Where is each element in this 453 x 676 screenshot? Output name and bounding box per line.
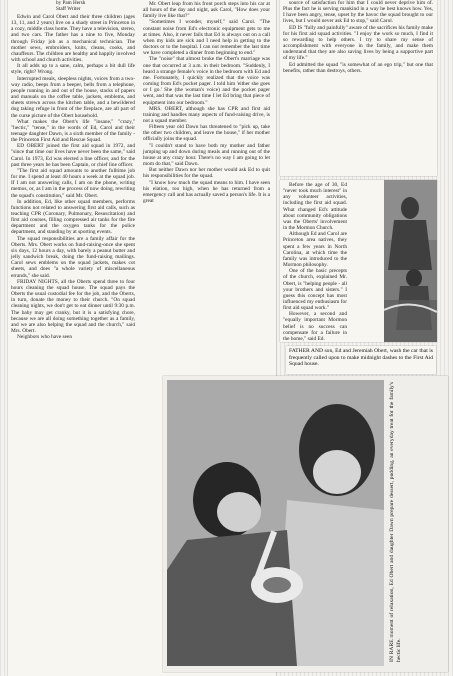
photo-father-son-washing-car — [384, 180, 437, 342]
photo-image — [384, 180, 437, 342]
photo-clipping-dessert — [163, 376, 448, 672]
column-1 — [11, 14, 135, 340]
photo-clipping-car-wash — [280, 180, 437, 342]
photo-image — [167, 380, 384, 666]
column-2-paragraph: MRS. OBERT, although she has CPR and first aid training and handles many aspects of fund-raising drive, is not a squad member. — [143, 105, 270, 124]
byline-role: Staff Writer — [56, 6, 81, 12]
byline — [56, 0, 85, 12]
column-2-paragraph: "Sometimes I wonder, myself," said Carol. "The constant noise from Ed's electronic equipment gets to me at times. Also, it never fails that Ed is always out on a call when my kids are sick and I need help in getting to the doctors or to the hospital. I can not remember the last time we have completed a dinner from beginning to end." — [143, 19, 270, 57]
column-2-paragraph: "I know how much the squad means to him. I have seen his elation, too high, when he has returned from a emergency call and has actually saved a person's life. It is a great — [143, 179, 270, 204]
column-3-paragraph: Although Ed and Carol are Princeton area natives, they spent a few years in North Carolina, at which time the family was introduced to the Mormon philosophy. — [283, 231, 347, 269]
photo-caption-dessert — [389, 382, 402, 662]
caption-clipping-car-wash — [286, 346, 436, 374]
caption-text: FATHER AND son, Ed and Jeremiah Obert, wash the car that is frequently called upon to make midnight dashes to the First Aid Squad house. — [289, 348, 433, 367]
column-1-paragraph: Edwin and Carol Obert and their three children (ages 13, 11, and 2 years) live on a shady street in Princeton in a cozy, middle class home. They have a television, stereo, and two cars. The father has a nine to five, Monday through Friday job as a mechanical technician. The mother sews, embroiders, knits, cleans, cooks, and chauffeurs. The children are healthy and happily involved with school and church activities. — [11, 14, 135, 64]
photo-father-daughter-dessert — [167, 380, 384, 666]
column-3-paragraph: Ed admitted the squad "is somewhat of an ego trip," but one that benefits, rather than destroys, others. — [283, 61, 433, 74]
column-1-paragraph: Neighbors who have seen — [17, 334, 73, 341]
column-3-paragraph: However, a second and "equally important Mormon belief is no success can compensate for a failure in the home," said Ed. — [283, 311, 347, 342]
column-1-paragraph: The squad responsibilities are a family affair for the Oberts. Mrs. Obert works on fund-raising-once she spent six days, 12 hours a day, with barely a peanut butter and jelly sandwich break, doing the fund-raising mailings. Carol sews emblems on the squad jackets, makes cot sheets, and does "a whole variety of miscellaneous errands," she said. — [11, 235, 135, 279]
column-1-paragraph: It all adds up to a sane, calm, perhaps a bit dull life style, right? Wrong. — [11, 63, 135, 76]
column-2-paragraph: "I couldn't stand to have both my mother and father jumping up and down during meals and running out of the house at any crazy hour. There's no way I am going to let mom do that," said Dawn. — [143, 142, 270, 168]
column-3-paragraph: source of satisfaction for him that I could never deprive him of. Plus the fact he is serving mankind in a way he best knows how. Yes, I have been angry, tense, upset by the havoc the squad brought to our lives, but I would never ask Ed to stop," said Carol. — [283, 0, 433, 25]
photo-caption-car-wash — [289, 348, 433, 368]
column-1-paragraph: FRIDAY NIGHTS, all the Oberts spend three to four hours cleaning the squad house. The squad pays the Oberts the usual custodial fee for the job, and the Oberts, in turn, donate the money to their church. "On squad cleaning nights, we don't get to eat dinner until 9:30 p.m. The baby may get cranky, but it is a satisfying chore, because we are all doing something together as a family, and we are also helping the squad and the church," said Mrs. Obert. — [11, 278, 135, 334]
column-1-paragraph: What makes the Obert's life "insane," "crazy," "hectic," "tense," in the words of Ed, Carol and their teenage daughter Dawn, is a sixth member of the family - the Princeton First Aid and Rescue Squad. — [11, 118, 135, 144]
column-3-paragraph: ED IS "fully and painfully" aware of the sacrifices his family make for his first aid squad activities. "I enjoy the work so much, I find it so rewarding to help others. I try to share my sense of accomplishment with everyone in the family, and make them understand that they are also saving lives by being a supportive part of my life." — [283, 24, 433, 62]
article-clipping-right-top — [280, 0, 437, 176]
column-2-paragraph: Mr. Obert leap from his front porch steps into his car at all hours of the day and night, ask Carol, "How does your family live like that?" — [143, 1, 270, 20]
column-1-paragraph: In addition, Ed, like other squad members, performs functions not related to answering first aid calls, such as teaching CPR (Coronary, Pulmonary, Resuscitation) and first aid courses, filling compressed air tanks for the fire department and the oxygen tanks for the police department, and standing by at sporting events. — [11, 198, 135, 236]
column-2-paragraph: The "noise" that almost broke the Obert's marriage was one that occurred at 3 a.m. in their bedroom. "Suddenly, I heard a strange female's voice in the bedroom with Ed and me. Fortunately, I quickly realized that the voice was coming from Ed's pocket pager. I told him 'either she goes or I go.' She (the woman's voice) and the pocket pager went, and that was the last time I let Ed bring that piece of equipment into our bedroom." — [143, 56, 270, 106]
column-1-paragraph: Interrupted meals, sleepless nights, voices from a two-way radio, beeps from a beeper, bells from a telephone, people running in and out of the house, stacks of papers and manuals on the coffee table, jackets, emblems, and sheets strewn across the kitchen table, and a bewildered dog taking refuge in front of the fireplace, are all part of the curse picture of the Obert household. — [11, 75, 135, 119]
column-1-paragraph: "The first aid squad amounts to another fulltime job for me. I spend at least 40 hours a week at the squad job. If I am not answering calls, I am on the phone, writing memos, or, as I am in the process of now doing, rewriting the squad's constitution," said Mr. Obert. — [11, 167, 135, 199]
caption-text: IN RARE moment of relaxation, Ed Obert and daughter Dawn prepare dessert, pudding, an everyday treat for the family's hectic life. — [389, 382, 402, 662]
column-3-paragraph: Before the age of 30, Ed "never took much interest" in any volunteer activities, including the first aid squad. What changed Ed's attitude about community obligations was the Oberts' involvement in the Mormon Church. — [283, 182, 347, 232]
column-3-mid — [283, 182, 347, 342]
column-3-paragraph: One of the basic precepts of the church, explained Mr. Obert, is "helping people - all your brothers and sisters." I guess this concept has most influenced my enthusiasm for first aid squad work." — [283, 268, 347, 312]
column-2-paragraph: But neither Dawn nor her mother would ask Ed to quit his responsibilities for the squad. — [143, 167, 270, 180]
byline-author: by Pam Hersh — [56, 0, 86, 6]
column-2 — [143, 1, 270, 204]
column-1-paragraph: ED OBERT joined the first aid squad in 1972, and "since that time our lives have never been the same," said Carol. In 1973, Ed was elected a line officer, and for the past three years he has been Captain, or chief line officer. — [11, 143, 135, 168]
column-2-paragraph: Fifteen year old Dawn has threatened to "pick up, take the other two children, and leave the house," if her mother officially joins the squad. — [143, 124, 270, 143]
column-3-top — [283, 0, 433, 74]
